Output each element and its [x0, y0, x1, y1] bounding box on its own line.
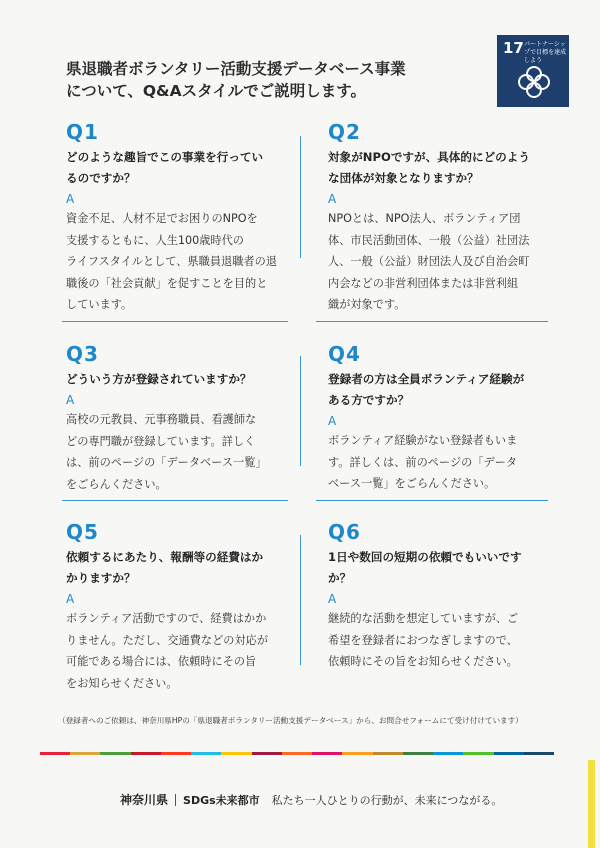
answer-line: す。詳しくは、前のページの「データ [328, 455, 518, 469]
answer-line: ライフスタイルとして、県職員退職者の退 [66, 255, 277, 268]
question-number: Q2 [328, 120, 361, 144]
answer-text [328, 208, 560, 316]
footer-city: SDGs未来都市 [183, 794, 260, 807]
question-line: ある方ですか？ [328, 393, 410, 407]
color-segment [342, 752, 372, 755]
question-number: Q4 [328, 342, 361, 366]
answer-line: 内会などの非営利団体または非営利組 [328, 276, 519, 290]
qa-block-3 [66, 342, 298, 495]
intro-line-1: 県退職者ボランタリー活動支援データベース事業 [66, 60, 406, 78]
answer-text [66, 608, 298, 694]
answer-label: A [328, 414, 337, 428]
answer-line: 人、一般（公益）財団法人及び自治会町 [328, 255, 530, 268]
question-line: どのような趣旨でこの事業を行ってい [66, 150, 264, 164]
question-line: か？ [328, 571, 352, 585]
answer-line: しています。 [66, 298, 133, 311]
footer [120, 791, 502, 808]
color-segment [191, 752, 221, 755]
answer-line: 継続的な活動を想定していますが、ご [328, 612, 519, 625]
answer-line: 織が対象です。 [328, 298, 406, 311]
question-line: な団体が対象となりますか？ [328, 171, 479, 185]
qa-block-5 [66, 520, 298, 694]
divider-horizontal [316, 321, 548, 322]
divider-vertical [300, 356, 301, 466]
question-number: Q1 [66, 120, 99, 144]
color-segment [433, 752, 463, 755]
question-number: Q6 [328, 520, 361, 544]
answer-line: ベース一覧」をごらんください。 [328, 477, 496, 490]
answer-line: 職後の「社会貢献」を促すことを目的と [66, 276, 268, 290]
divider-horizontal [62, 500, 288, 501]
footer-slogan: 私たち一人ひとりの行動が、未来につながる。 [271, 794, 503, 807]
answer-line: は、前のページの「データベース一覧」 [66, 456, 267, 469]
answer-line: NPOとは、NPO法人、ボランティア団 [328, 212, 521, 225]
question-text [66, 369, 298, 390]
qa-block-2 [328, 120, 560, 316]
question-line: かりますか？ [66, 571, 136, 585]
answer-line: どの専門職が登録しています。詳しく [66, 434, 256, 448]
answer-text [66, 208, 298, 316]
color-segment [221, 752, 251, 755]
answer-line: 可能である場合には、依頼時にその旨 [66, 655, 257, 668]
sdg-goal-text: パートナーシップで目標を達成しよう [524, 41, 567, 64]
answer-text [328, 430, 560, 495]
qa-block-4 [328, 342, 560, 495]
sdg-number: 17 [503, 39, 524, 57]
color-segment [403, 752, 433, 755]
color-segment [524, 752, 554, 755]
color-segment [312, 752, 342, 755]
color-segment [373, 752, 403, 755]
answer-line: ボランティア活動ですので、経費はかか [66, 612, 267, 625]
color-segment [161, 752, 191, 755]
answer-line: をごらんください。 [66, 477, 167, 491]
question-text [328, 547, 560, 589]
page-edge-accent [588, 760, 595, 848]
answer-line: 希望を登録者におつなぎしますので、 [328, 633, 518, 647]
answer-line: ボランティア経験がない登録者もいま [328, 434, 518, 447]
qa-block-1 [66, 120, 298, 316]
intro-line-2: について、Q&Aスタイルでご説明します。 [66, 82, 367, 100]
question-text [328, 369, 560, 411]
divider-vertical [300, 136, 301, 258]
color-segment [494, 752, 524, 755]
color-segment [70, 752, 100, 755]
answer-label: A [328, 592, 337, 606]
question-line: 対象がNPOですが、具体的にどのよう [328, 150, 530, 164]
question-line: 登録者の方は全員ボランティア経験が [328, 372, 525, 386]
color-segment [100, 752, 130, 755]
sdgs-color-bar [40, 752, 554, 755]
question-line: 1日や数回の短期の依頼でもいいです [328, 550, 522, 564]
answer-line: 支援するともに、人生100歳時代の [66, 233, 244, 247]
inquiry-note: （登録者へのご依頼は、神奈川県HPの「県退職者ボランタリー活動支援データベース」から、お問合せフォームにて受け付けています） [58, 716, 523, 725]
answer-text [328, 608, 560, 673]
answer-line: をお知らせください。 [66, 676, 178, 690]
question-text [66, 547, 298, 589]
answer-label: A [66, 192, 75, 206]
answer-line: 体、市民活動団体、一般（公益）社団法 [328, 233, 530, 247]
question-number: Q3 [66, 342, 99, 366]
color-segment [282, 752, 312, 755]
question-number: Q5 [66, 520, 99, 544]
answer-label: A [66, 592, 75, 606]
sdg-partnership-icon [517, 65, 551, 99]
answer-label: A [328, 192, 337, 206]
divider-vertical [300, 535, 301, 665]
footer-separator [175, 794, 176, 806]
qa-block-6 [328, 520, 560, 673]
question-line: 依頼するにあたり、報酬等の経費はか [66, 550, 264, 564]
question-text [328, 147, 560, 189]
footer-prefecture: 神奈川県 [120, 793, 169, 807]
answer-label: A [66, 393, 75, 407]
question-line: どういう方が登録されていますか？ [66, 372, 252, 386]
sdg-17-badge [497, 35, 569, 107]
color-segment [131, 752, 161, 755]
answer-line: りません。ただし、交通費などの対応が [66, 633, 269, 647]
color-segment [252, 752, 282, 755]
answer-line: 資金不足、人材不足でお困りのNPOを [66, 212, 258, 225]
color-segment [463, 752, 493, 755]
color-segment [40, 752, 70, 755]
intro-heading [66, 58, 466, 102]
question-line: るのですか？ [66, 171, 136, 185]
answer-line: 高校の元教員、元事務職員、看護師な [66, 413, 257, 426]
divider-horizontal [62, 321, 288, 322]
divider-horizontal [316, 500, 548, 501]
answer-line: 依頼時にその旨をお知らせください。 [328, 655, 518, 668]
answer-text [66, 409, 298, 495]
question-text [66, 147, 298, 189]
